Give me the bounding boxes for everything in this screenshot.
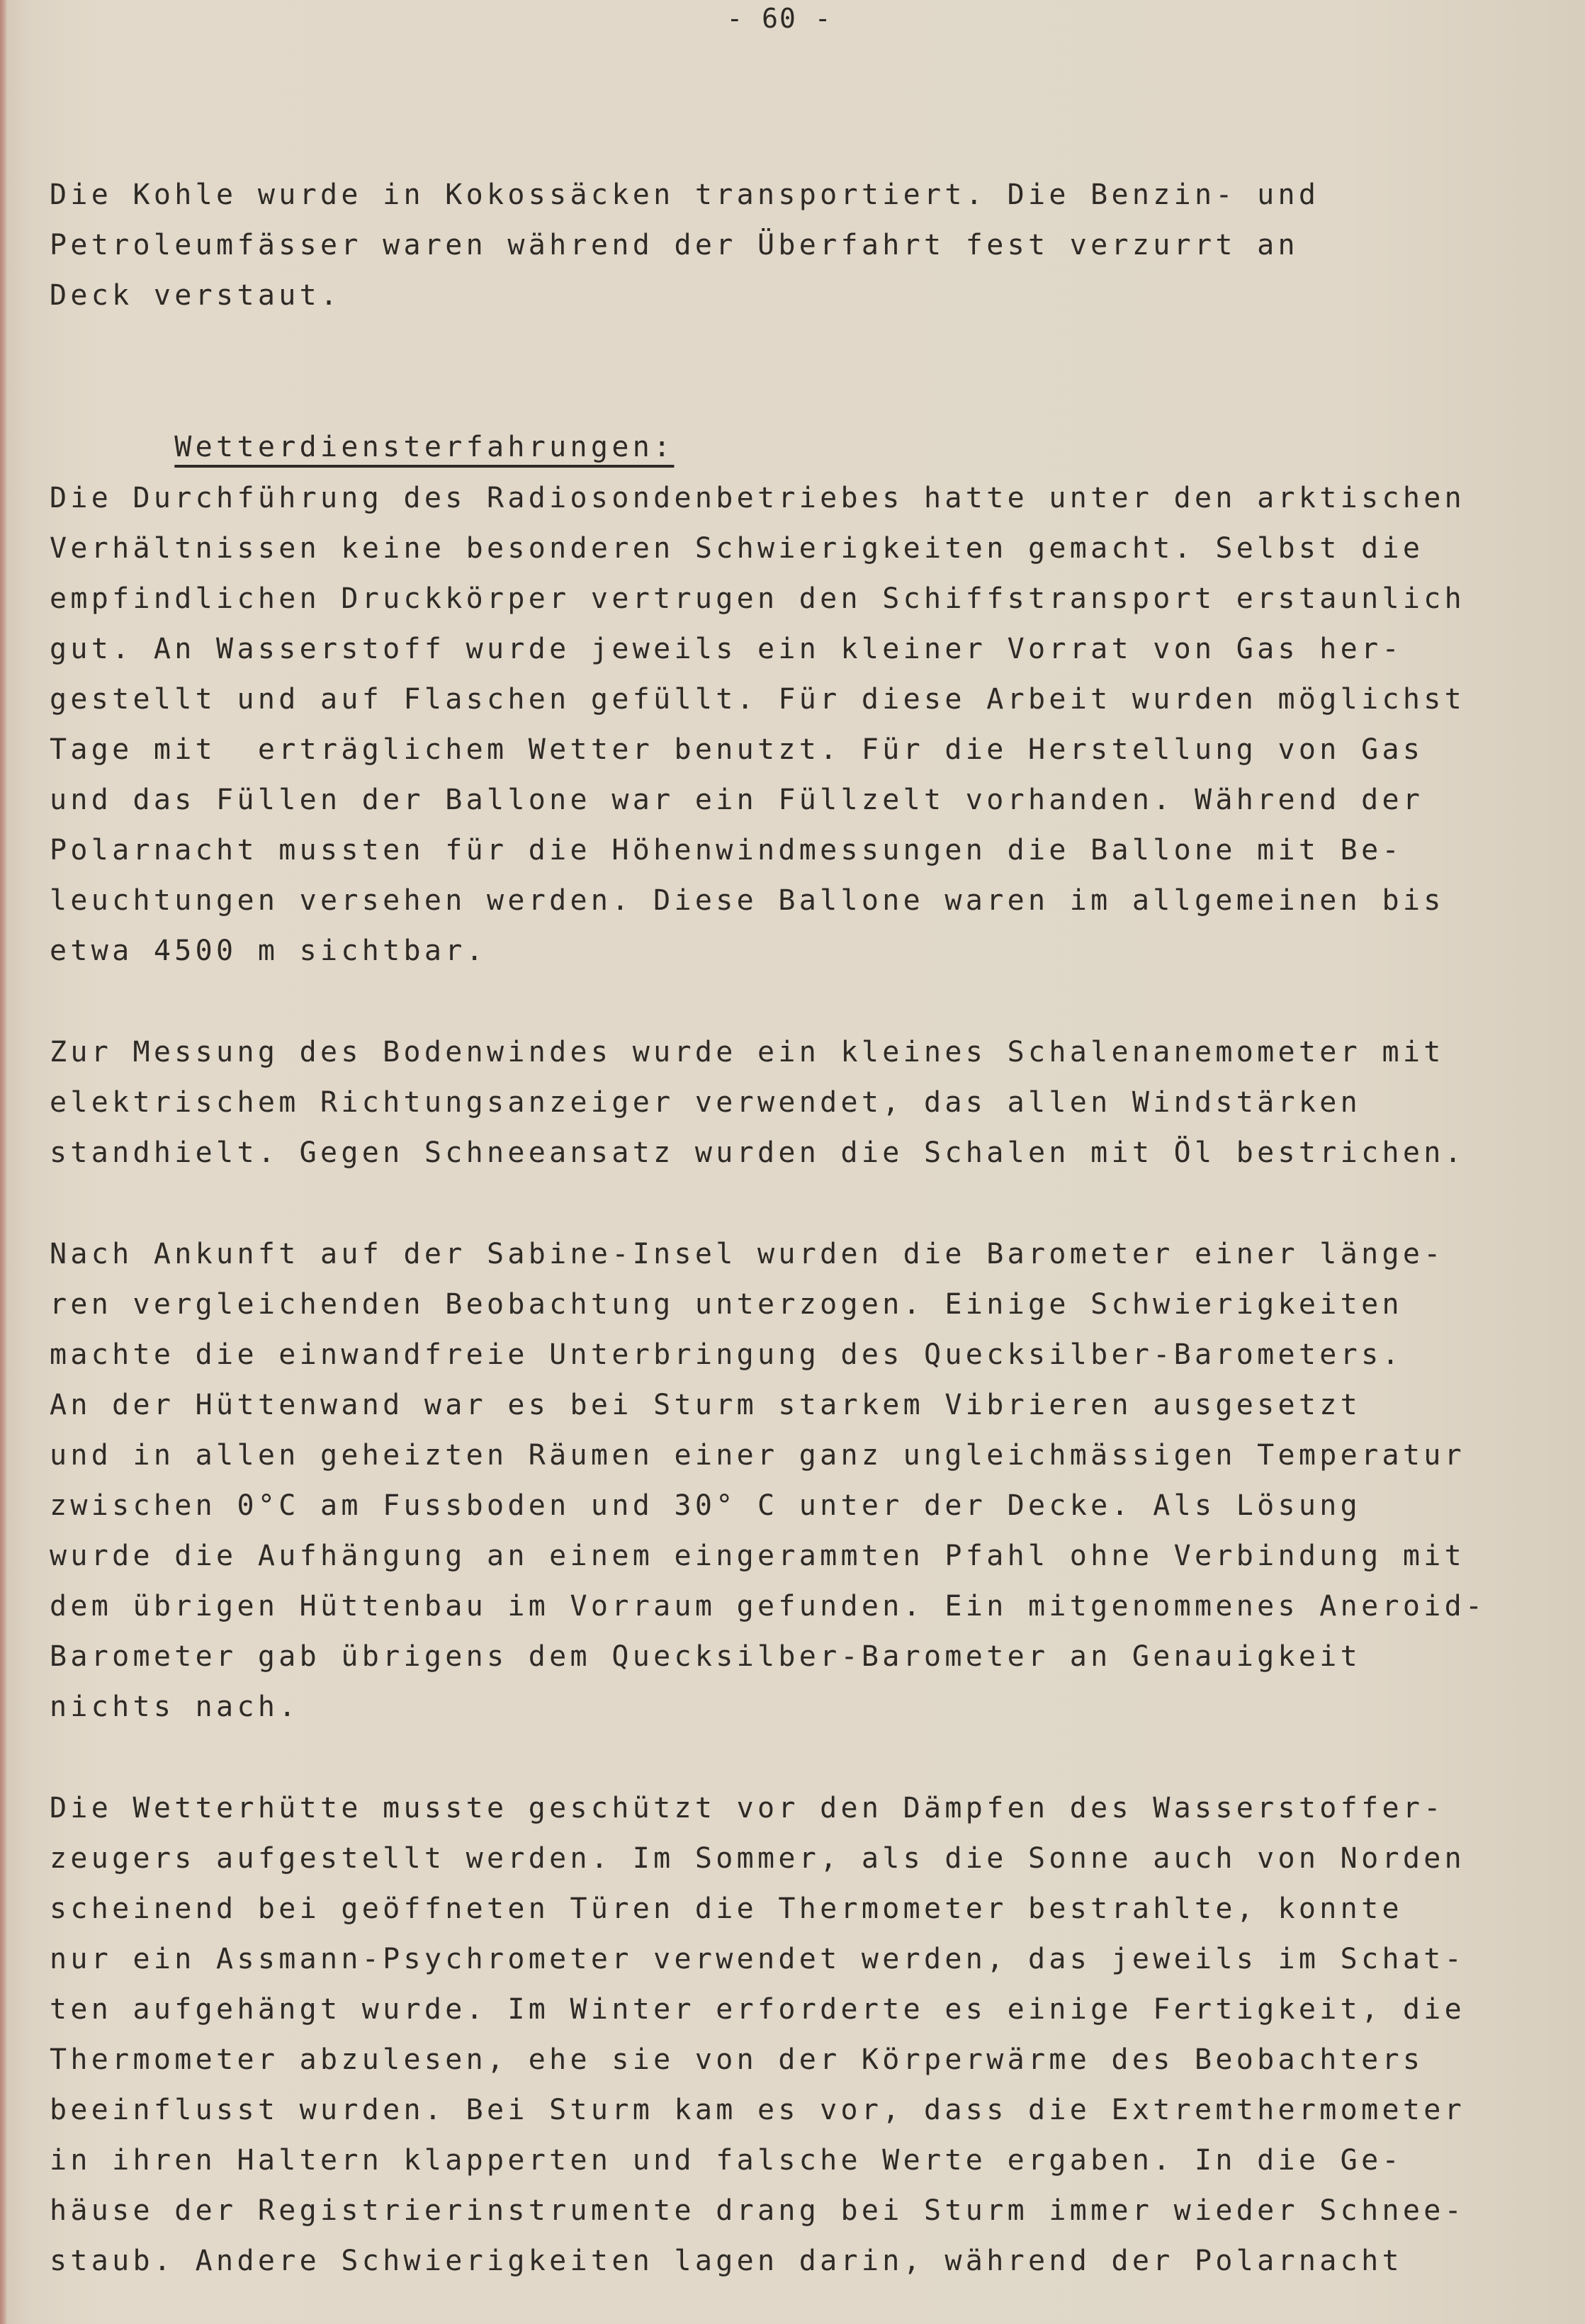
text-line: Tage mit erträglichem Wetter benutzt. Für die Herstellung von Gas <box>50 733 1424 766</box>
text-line: Nach Ankunft auf der Sabine-Insel wurden die Barometer einer länge- <box>50 1238 1445 1270</box>
text-line: Zur Messung des Bodenwindes wurde ein kleines Schalenanemometer mit <box>50 1036 1445 1068</box>
text-line: in ihren Haltern klapperten und falsche Werte ergaben. In die Ge- <box>50 2144 1403 2177</box>
paragraph <box>50 170 1495 321</box>
text-line: scheinend bei geöffneten Türen die Thermometer bestrahlte, konnte <box>50 1893 1403 1925</box>
text-line: wurde die Aufhängung an einem eingerammten Pfahl ohne Verbindung mit <box>50 1540 1465 1572</box>
text-line: Thermometer abzulesen, ehe sie von der Körperwärme des Beobachters <box>50 2043 1424 2076</box>
text-line: Die Wetterhütte musste geschützt vor den Dämpfen des Wasserstoffer- <box>50 1792 1445 1824</box>
text-line: etwa 4500 m sichtbar. <box>50 935 487 967</box>
text-line: elektrischem Richtungsanzeiger verwendet, das allen Windstärken <box>50 1086 1362 1119</box>
text-line: und in allen geheizten Räumen einer ganz ungleichmässigen Temperatur <box>50 1439 1465 1472</box>
section-heading <box>50 372 1495 463</box>
text-line: gestellt und auf Flaschen gefüllt. Für diese Arbeit wurden möglichst <box>50 683 1465 716</box>
text-line: machte die einwandfreie Unterbringung des Quecksilber-Barometers. <box>50 1338 1403 1371</box>
text-line: standhielt. Gegen Schneeansatz wurden die Schalen mit Öl bestrichen. <box>50 1136 1465 1169</box>
text-line: häuse der Registrierinstrumente drang bei Sturm immer wieder Schnee- <box>50 2194 1465 2227</box>
text-line: leuchtungen versehen werden. Diese Ballone waren im allgemeinen bis <box>50 884 1445 917</box>
text-line: nichts nach. <box>50 1691 300 1723</box>
text-line: ren vergleichenden Beobachtung unterzogen. Einige Schwierigkeiten <box>50 1288 1403 1321</box>
paragraph <box>50 1229 1495 1732</box>
section-heading-text: Wetterdiensterfahrungen: <box>174 431 675 463</box>
text-line: An der Hüttenwand war es bei Sturm starkem Vibrieren ausgesetzt <box>50 1389 1362 1421</box>
page-binding-edge <box>0 0 7 2324</box>
text-line: zeugers aufgestellt werden. Im Sommer, als die Sonne auch von Norden <box>50 1842 1465 1875</box>
paragraph <box>50 1783 1495 2286</box>
text-line: Polarnacht mussten für die Höhenwindmessungen die Ballone mit Be- <box>50 834 1403 867</box>
text-line: nur ein Assmann-Psychrometer verwendet werden, das jeweils im Schat- <box>50 1943 1465 1975</box>
text-line: Deck verstaut. <box>50 279 342 312</box>
text-line: und das Füllen der Ballone war ein Füllzelt vorhanden. Während der <box>50 784 1424 816</box>
text-line: dem übrigen Hüttenbau im Vorraum gefunden. Ein mitgenommenes Aneroid- <box>50 1590 1487 1623</box>
text-line: zwischen 0°C am Fussboden und 30° C unter der Decke. Als Lösung <box>50 1489 1362 1522</box>
text-line: ten aufgehängt wurde. Im Winter erforderte es einige Fertigkeit, die <box>50 1993 1465 2026</box>
paragraph <box>50 473 1495 976</box>
text-line: Verhältnissen keine besonderen Schwierigkeiten gemacht. Selbst die <box>50 532 1424 565</box>
text-line: staub. Andere Schwierigkeiten lagen darin, während der Polarnacht <box>50 2245 1403 2277</box>
paragraph <box>50 1027 1495 1178</box>
text-line: Die Durchführung des Radiosondenbetriebes hatte unter den arktischen <box>50 482 1465 514</box>
text-line: empfindlichen Druckkörper vertrugen den Schiffstransport erstaunlich <box>50 582 1465 615</box>
page-number: - 60 - <box>726 3 833 34</box>
document-body <box>50 170 1495 2324</box>
text-line: beeinflusst wurden. Bei Sturm kam es vor, dass die Extremthermometer <box>50 2094 1465 2126</box>
text-line: Barometer gab übrigens dem Quecksilber-Barometer an Genauigkeit <box>50 1640 1362 1673</box>
text-line: gut. An Wasserstoff wurde jeweils ein kleiner Vorrat von Gas her- <box>50 633 1403 665</box>
text-line: Die Kohle wurde in Kokossäcken transportiert. Die Benzin- und <box>50 179 1320 211</box>
text-line: Petroleumfässer waren während der Überfahrt fest verzurrt an <box>50 229 1299 261</box>
